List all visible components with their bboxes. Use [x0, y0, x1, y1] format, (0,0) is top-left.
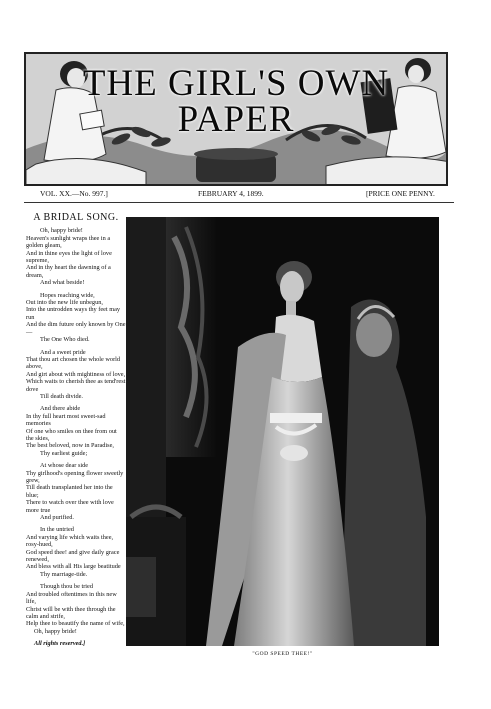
masthead	[24, 52, 448, 186]
poem-line: At whose dear side	[40, 462, 89, 470]
poem-line: God speed thee! and give daily grace renewed,	[26, 548, 120, 564]
poem-line: Thy marriage-tide.	[40, 570, 88, 578]
poem-line: The One Who died.	[40, 336, 90, 344]
poem-line: And the dim future only known by One—	[26, 321, 126, 336]
poem-line: And troubled oftentimes in this new life,	[26, 590, 117, 606]
poem-line: That thou art chosen the whole world above,	[26, 355, 121, 371]
poem-line: And girt about with mightiness of love,	[26, 370, 126, 378]
dateline	[40, 189, 452, 201]
poem-stanza	[26, 405, 126, 457]
poem-line: And what beside!	[40, 279, 85, 287]
poem-line: And a sweet pride	[40, 348, 86, 356]
poem-line: In thy full heart most sweet-sad memories	[26, 412, 106, 428]
poem-stanza	[26, 526, 126, 578]
poem-title: A BRIDAL SONG.	[33, 212, 119, 223]
rights-notice: All rights reserved.]	[34, 640, 86, 648]
poem-stanza	[26, 292, 126, 344]
poem-line: Into the untrodden ways thy feet may run	[26, 306, 121, 321]
poem-line: Out into the new life unbegun,	[26, 299, 103, 307]
poem-line: Christ will be with thee through the calm and strife,	[26, 605, 116, 620]
poem-stanza	[26, 583, 126, 635]
poem-line: And varying life which waits thee, rosy-hued,	[26, 533, 114, 549]
poem-line: And there abide	[40, 405, 81, 413]
poem-line: Thy earliest guide;	[40, 449, 88, 457]
volume-number: VOL. XX.—No. 997.]	[40, 189, 108, 198]
poem-line: Hopes reaching wide,	[40, 291, 95, 299]
poem-line: In the untried	[40, 526, 74, 534]
poem-line: And purified.	[40, 514, 74, 522]
poem-stanza	[26, 349, 126, 401]
poem-stanza	[26, 227, 126, 286]
poem-line: There to watch over thee with love more true	[26, 499, 114, 514]
header-rule	[24, 202, 454, 203]
poem-line: Heaven's sunlight wraps thee in a golden gleam,	[26, 234, 111, 250]
poem-line: And in thine eyes the light of love supreme,	[26, 249, 112, 265]
issue-date: FEBRUARY 4, 1899.	[198, 189, 264, 198]
illustration	[126, 217, 439, 646]
poem-line: Though thou be tried	[40, 583, 93, 591]
illustration-caption: "GOD SPEED THEE!"	[252, 651, 313, 657]
bride-illustration	[126, 217, 439, 646]
poem-line: The best beloved, now in Paradise,	[26, 442, 114, 450]
poem-line: Thy girlhood's opening flower sweetly grew,	[26, 469, 124, 484]
poem	[26, 214, 126, 648]
poem-line: Till death transplanted her into the blue;	[26, 484, 113, 499]
masthead-title-line1: THE GIRL'S OWN	[82, 63, 390, 104]
price: [PRICE ONE PENNY.	[366, 189, 435, 198]
poem-line: Which waits to cherish thee as tend'rest dove	[26, 378, 126, 393]
masthead-title-line2: PAPER	[177, 99, 295, 140]
poem-line: Help thee to beautify the name of wife,	[26, 620, 125, 628]
poem-line: Oh, happy bride!	[40, 227, 83, 235]
poem-line: Till death divide.	[40, 392, 83, 400]
poem-line: And bless with all His large beatitude	[26, 563, 121, 571]
poem-line: Oh, happy bride!	[34, 627, 77, 635]
poem-line: And in thy heart the dawning of a dream,	[26, 264, 111, 279]
poem-line: Of one who smiles on thee from out the skies,	[26, 427, 117, 442]
poem-stanza	[26, 462, 126, 521]
